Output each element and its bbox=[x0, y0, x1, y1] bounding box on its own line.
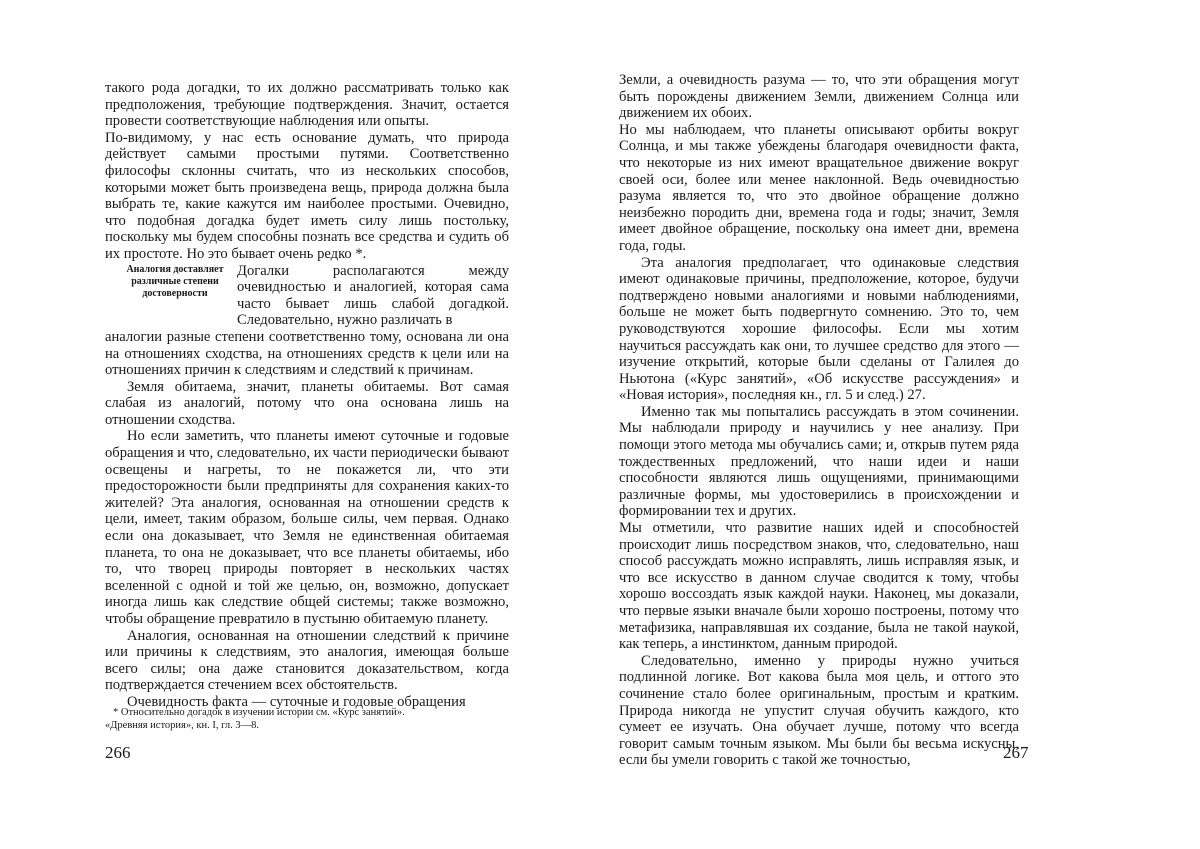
right-page bbox=[600, 0, 1200, 849]
paragraph: Эта аналогия предполагает, что одинаковые следствия имеют одинаковые причины, предположение, которое, будучи подтверждено новыми аналогиями и новыми наблюдениями, больше не может быть подвергнуто сомнению. Это то, чем руководствуются хорошие философы. Если мы хотим научиться рассуждать как они, то лучшее средство для этого — изучение открытий, которые были сделаны от Галилея до Ньютона («Курс занятий», «Об искусстве рассуждения» и «Новая история», последняя кн., гл. 5 и след.) 27. bbox=[619, 254, 1019, 404]
left-page-body bbox=[105, 80, 509, 711]
page-number: 267 bbox=[1003, 743, 1029, 762]
footnote-line: * Относительно догадок в изучении истории см. «Курс занятий». bbox=[113, 707, 405, 718]
footnote bbox=[105, 706, 509, 732]
paragraph: Но мы наблюдаем, что планеты описывают орбиты вокруг Солнца, и мы также убеждены благодаря очевидности факта, что некоторые из них имеют вращательное движение вокруг своей оси, более или менее наклонной. Ведь очевидностью разума является то, что это двойное обращение должно неизбежно породить дни, времена года и годы; значит, Земля имеет двойное обращение, поскольку она имеет дни, времена года, годы. bbox=[619, 121, 1019, 254]
page-number: 266 bbox=[105, 743, 131, 762]
paragraph: Очевидность факта — суточные и годовые обращения bbox=[127, 693, 466, 710]
paragraph: Мы отметили, что развитие наших идей и способностей происходит лишь посредством знаков, что, следовательно, наш способ рассуждать можно исправлять, лишь исправляя язык, и что все искусство в данном случае сводится к тому, чтобы хорошо воссоздать язык каждой науки. Наконец, мы доказали, что первые языки вначале были хорошо построены, потому что метафизика, направлявшая их создание, была не такой наукой, как теперь, а инстинктом, данным природой. bbox=[619, 520, 1019, 653]
paragraph: По-видимому, у нас есть основание думать, что природа действует самыми простыми путями. Соответственно философы склонны считать, что из нескольких способов, которыми может быть произведена вещь, природа должна была выбрать те, какие кажутся им наиболее простыми. Очевидно, что подобная догадка будет иметь силу лишь постольку, поскольку мы будем способны познать все средства и судить об их простоте. Но это бывает очень редко *. bbox=[105, 129, 509, 262]
paragraph: Следовательно, именно у природы нужно учиться подлинной логике. Вот какова была моя цель, и оттого это сочинение стало более оригинальным, простым и кратким. Природа никогда не упустит случая обучить каждого, кто сумеет ее изучать. Она обучает лучше, потому что всегда говорит самым точным языком. Мы были бы весьма искусны, если бы умели говорить с такой же точностью, bbox=[619, 652, 1019, 769]
paragraph: аналогии разные степени соответственно тому, основана ли она на отношениях сходства, на отношениях средств к цели или на отношениях причин к следствиям и следствий к причинам. bbox=[105, 328, 509, 379]
paragraph-wrapped: Догалки располагаются между очевидностью и аналогией, которая сама часто бывает лишь слабой догадкой. Следовательно, нужно различать в bbox=[237, 262, 509, 329]
paragraph: Земля обитаема, значит, планеты обитаемы. Вот самая слабая из аналогий, потому что она основана лишь на отношении сходства. bbox=[105, 378, 509, 428]
paragraph: такого рода догадки, то их должно рассматривать только как предположения, требующие подтверждения. Значит, остается провести соответствующие наблюдения или опыты. bbox=[105, 80, 509, 130]
right-page-body bbox=[619, 72, 1019, 769]
paragraph: Земли, а очевидность разума — то, что эти обращения могут быть порождены движением Земли, движением Солнца или движением их обоих. bbox=[619, 72, 1019, 122]
margin-note: Аналогия доставляет различные степени достоверности bbox=[126, 264, 224, 299]
paragraph: Аналогия, основанная на отношении следствий к причине или причины к следствиям, это аналогия, имеющая больше всего силы; она даже становится доказательством, когда подтверждается стечением всех обстоятельств. bbox=[105, 627, 509, 694]
footnote-line: «Древняя история», кн. I, гл. 3—8. bbox=[105, 720, 259, 731]
paragraph: Именно так мы попытались рассуждать в этом сочинении. Мы наблюдали природу и научились у нее анализу. При помощи этого метода мы обучались сами; и, открыв путем ряда тождественных предложений, что наши идеи и наши способности являются лишь ощущениями, принимающими различные формы, мы удостоверились в происхождении и формировании тех и других. bbox=[619, 403, 1019, 520]
paragraph: Но если заметить, что планеты имеют суточные и годовые обращения и что, следовательно, их части периодически бывают освещены и нагреты, то не покажется ли, что эти предосторожности были предприняты для сохранения каких-то жителей? Эта аналогия, основанная на отношении средств к цели, имеет, таким образом, больше силы, чем первая. Однако если она доказывает, что Земля не единственная обитаемая планета, то она не доказывает, что все планеты обитаемы, ибо то, что творец природы повторяет в нескольких частях вселенной с одной и той же целью, он, возможно, допускает иногда лишь как следствие общей системы; также возможно, чтобы обращение превратило в пустыню обитаемую планету. bbox=[105, 428, 509, 627]
